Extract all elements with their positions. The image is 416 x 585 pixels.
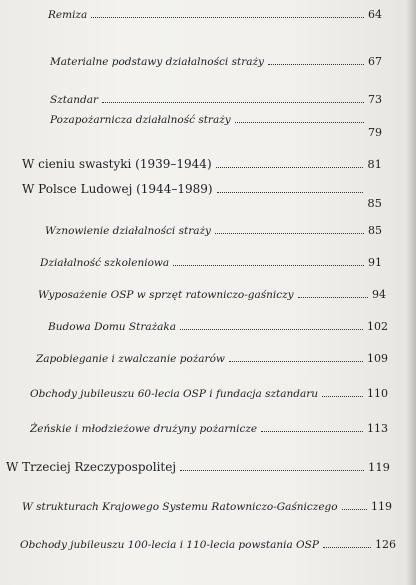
toc-entry-wznowienie [45, 224, 382, 237]
dot-leader [217, 192, 364, 193]
toc-entry-title: Sztandar [50, 94, 98, 106]
toc-entry-w-cieniu-swastyki [22, 157, 382, 171]
page-edge-shadow [406, 0, 416, 585]
toc-entry-w-strukturach [22, 500, 392, 513]
toc-entry-pozapozarnicza [50, 113, 382, 139]
toc-entry-page: 110 [367, 387, 388, 400]
toc-entry-budowa-domu [48, 320, 388, 333]
toc-entry-page: 85 [367, 196, 382, 210]
toc-entry-title: Zapobieganie i zwalczanie pożarów [36, 353, 225, 365]
toc-entry-title: Działalność szkoleniowa [40, 257, 170, 269]
toc-entry-page: 64 [368, 8, 382, 21]
toc-entry-dzialalnosc-szkoleniowa [40, 256, 382, 269]
toc-entry-page: 113 [367, 422, 388, 435]
toc-entry-title: W cieniu swastyki (1939–1944) [22, 157, 212, 171]
toc-entry-page: 126 [375, 538, 396, 551]
toc-entry-title: Wznowienie działalności straży [45, 225, 211, 237]
dot-leader [102, 102, 364, 103]
toc-entry-page: 109 [367, 352, 388, 365]
toc-entry-title: Obchody jubileuszu 100-lecia i 110-lecia powstania OSP [20, 539, 319, 551]
toc-entry-page: 102 [367, 320, 388, 333]
dot-leader [180, 470, 364, 471]
dot-leader [342, 509, 367, 510]
toc-entry-remiza [48, 8, 382, 21]
toc-entry-page: 91 [368, 256, 382, 269]
dot-leader [215, 233, 364, 234]
toc-entry-title: Żeńskie i młodzieżowe drużyny pożarnicze [30, 423, 258, 435]
toc-entry-materialne-podstawy [50, 55, 382, 68]
dot-leader [323, 547, 371, 548]
toc-entry-sztandar [50, 93, 382, 106]
toc-entry-page: 81 [367, 157, 382, 171]
toc-entry-page: 85 [368, 224, 382, 237]
toc-entry-w-polsce-ludowej [22, 182, 382, 210]
toc-entry-obchody-60-lecia [30, 387, 388, 400]
toc-entry-title: Materialne podstawy działalności straży [50, 56, 264, 68]
toc-entry-title: W Trzeciej Rzeczypospolitej [6, 460, 177, 474]
toc-entry-title: Wyposażenie OSP w sprzęt ratowniczo-gaśniczy [38, 289, 294, 301]
toc-entry-title: Remiza [48, 9, 88, 21]
toc-entry-page: 73 [368, 93, 382, 106]
toc-entry-wyposazenie [38, 288, 386, 301]
dot-leader [216, 167, 364, 168]
dot-leader [173, 265, 364, 266]
dot-leader [180, 329, 363, 330]
toc-entry-obchody-100-lecia [20, 538, 396, 551]
dot-leader [268, 64, 364, 65]
dot-leader [322, 396, 363, 397]
toc-entry-title: Obchody jubileuszu 60-lecia OSP i fundacja sztandaru [30, 388, 319, 400]
toc-entry-zapobieganie [36, 352, 388, 365]
toc-entry-title: W Polsce Ludowej (1944–1989) [22, 182, 213, 196]
toc-entry-page: 119 [371, 500, 392, 513]
dot-leader [261, 431, 363, 432]
toc-entry-page: 119 [368, 460, 390, 474]
toc-entry-title: Budowa Domu Strażaka [48, 321, 177, 333]
toc-entry-zenskie-druzyny [30, 422, 388, 435]
toc-entry-trzecia-rzeczpospolita [6, 460, 390, 474]
toc-entry-page: 67 [368, 55, 382, 68]
toc-entry-title: W strukturach Krajowego Systemu Ratowniczo-Gaśniczego [22, 501, 338, 513]
toc-entry-title: Pozapożarnicza działalność straży [50, 114, 231, 126]
dot-leader [235, 122, 364, 123]
dot-leader [91, 17, 364, 18]
dot-leader [298, 297, 368, 298]
toc-entry-page: 79 [368, 126, 382, 139]
dot-leader [229, 361, 363, 362]
toc-entry-page: 94 [372, 288, 386, 301]
